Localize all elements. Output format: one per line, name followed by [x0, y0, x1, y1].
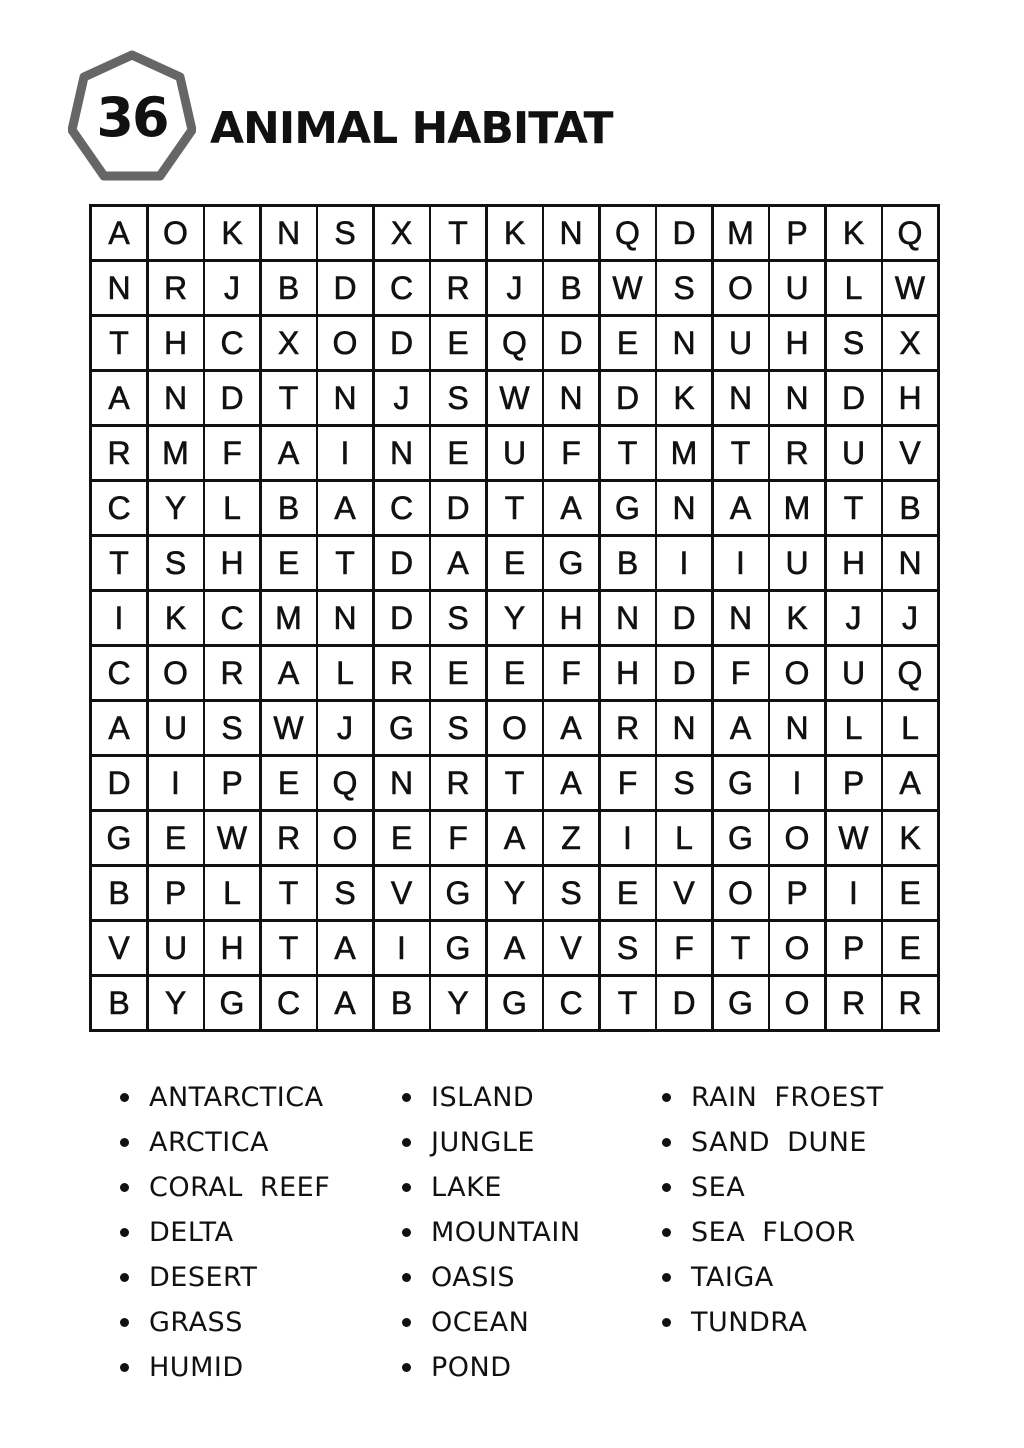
grid-cell[interactable]: F	[657, 922, 711, 974]
bullet-icon	[120, 1228, 129, 1237]
word-column	[116, 1075, 330, 1390]
word-list-item	[658, 1210, 884, 1255]
grid-cell[interactable]: I	[827, 867, 881, 919]
word-list-item	[398, 1210, 581, 1255]
grid-cell[interactable]: C	[92, 482, 146, 534]
word-list-item	[398, 1345, 581, 1390]
bullet-icon	[120, 1138, 129, 1147]
grid-cell[interactable]: A	[488, 922, 542, 974]
bullet-icon	[402, 1273, 411, 1282]
grid-cell[interactable]: N	[375, 757, 429, 809]
grid-cell[interactable]: N	[883, 537, 937, 589]
puzzle-number: 36	[96, 86, 168, 149]
grid-cell[interactable]: C	[375, 482, 429, 534]
grid-cell[interactable]: A	[92, 702, 146, 754]
bullet-icon	[120, 1093, 129, 1102]
grid-cell[interactable]: L	[205, 867, 259, 919]
grid-cell[interactable]: N	[318, 592, 372, 644]
grid-cell[interactable]: W	[205, 812, 259, 864]
grid-cell[interactable]: D	[375, 592, 429, 644]
grid-cell[interactable]: K	[827, 207, 881, 259]
grid-cell[interactable]: S	[431, 592, 485, 644]
bullet-icon	[662, 1138, 671, 1147]
grid-cell[interactable]: B	[375, 977, 429, 1029]
grid-cell[interactable]: V	[375, 867, 429, 919]
grid-cell[interactable]: E	[262, 757, 316, 809]
grid-cell[interactable]: A	[431, 537, 485, 589]
bullet-icon	[120, 1363, 129, 1372]
grid-cell[interactable]: V	[883, 427, 937, 479]
grid-cell[interactable]: R	[431, 262, 485, 314]
grid-cell[interactable]: H	[205, 537, 259, 589]
grid-cell[interactable]: E	[262, 537, 316, 589]
grid-cell[interactable]: N	[544, 207, 598, 259]
grid-cell[interactable]: H	[544, 592, 598, 644]
word-label: MOUNTAIN	[431, 1217, 581, 1248]
grid-cell[interactable]: D	[205, 372, 259, 424]
word-label: ISLAND	[431, 1082, 535, 1113]
grid-cell[interactable]: N	[149, 372, 203, 424]
word-label: GRASS	[149, 1307, 243, 1338]
grid-cell[interactable]: H	[205, 922, 259, 974]
grid-cell[interactable]: F	[544, 647, 598, 699]
grid-cell[interactable]: P	[149, 867, 203, 919]
grid-cell[interactable]: T	[714, 922, 768, 974]
grid-cell[interactable]: G	[431, 867, 485, 919]
bullet-icon	[402, 1318, 411, 1327]
grid-cell[interactable]: U	[149, 922, 203, 974]
grid-cell[interactable]: J	[883, 592, 937, 644]
word-label: TUNDRA	[691, 1307, 808, 1338]
grid-cell[interactable]: D	[657, 977, 711, 1029]
grid-cell[interactable]: R	[770, 427, 824, 479]
grid-cell[interactable]: C	[375, 262, 429, 314]
grid-cell[interactable]: P	[770, 867, 824, 919]
grid-cell[interactable]: R	[149, 262, 203, 314]
grid-cell[interactable]: D	[375, 317, 429, 369]
grid-cell[interactable]: R	[205, 647, 259, 699]
grid-cell[interactable]: K	[770, 592, 824, 644]
grid-cell[interactable]: K	[149, 592, 203, 644]
grid-cell[interactable]: A	[544, 702, 598, 754]
bullet-icon	[120, 1273, 129, 1282]
grid-cell[interactable]: I	[657, 537, 711, 589]
grid-cell[interactable]: A	[544, 482, 598, 534]
grid-cell[interactable]: B	[601, 537, 655, 589]
word-list-item	[658, 1255, 884, 1300]
grid-cell[interactable]: D	[657, 592, 711, 644]
grid-cell[interactable]: A	[488, 812, 542, 864]
grid-cell[interactable]: B	[262, 262, 316, 314]
grid-cell[interactable]: G	[431, 922, 485, 974]
grid-cell[interactable]: F	[431, 812, 485, 864]
grid-cell[interactable]: C	[205, 592, 259, 644]
grid-cell[interactable]: S	[657, 757, 711, 809]
grid-cell[interactable]: E	[375, 812, 429, 864]
grid-cell[interactable]: G	[375, 702, 429, 754]
grid-cell[interactable]: I	[149, 757, 203, 809]
grid-cell[interactable]: Y	[149, 482, 203, 534]
grid-cell[interactable]: O	[770, 922, 824, 974]
grid-cell[interactable]: B	[92, 977, 146, 1029]
grid-cell[interactable]: E	[488, 647, 542, 699]
grid-cell[interactable]: Q	[488, 317, 542, 369]
grid-cell[interactable]: S	[431, 372, 485, 424]
grid-cell[interactable]: Y	[149, 977, 203, 1029]
grid-cell[interactable]: N	[657, 702, 711, 754]
grid-cell[interactable]: B	[544, 262, 598, 314]
grid-cell[interactable]: N	[318, 372, 372, 424]
page-title: ANIMAL HABITAT	[210, 103, 613, 154]
bullet-icon	[402, 1363, 411, 1372]
grid-cell[interactable]: S	[318, 207, 372, 259]
grid-cell[interactable]: M	[657, 427, 711, 479]
grid-cell[interactable]: D	[657, 207, 711, 259]
grid-cell[interactable]: C	[205, 317, 259, 369]
grid-cell[interactable]: E	[431, 427, 485, 479]
grid-cell[interactable]: Q	[601, 207, 655, 259]
grid-cell[interactable]: G	[714, 812, 768, 864]
grid-cell[interactable]: T	[431, 207, 485, 259]
grid-cell[interactable]: A	[318, 977, 372, 1029]
grid-cell[interactable]: O	[770, 812, 824, 864]
grid-cell[interactable]: A	[318, 482, 372, 534]
grid-cell[interactable]: E	[601, 317, 655, 369]
grid-cell[interactable]: E	[488, 537, 542, 589]
grid-cell[interactable]: L	[883, 702, 937, 754]
grid-cell[interactable]: F	[205, 427, 259, 479]
grid-cell[interactable]: A	[544, 757, 598, 809]
grid-cell[interactable]: O	[318, 317, 372, 369]
grid-cell[interactable]: N	[770, 372, 824, 424]
word-label: OCEAN	[431, 1307, 530, 1338]
grid-cell[interactable]: I	[375, 922, 429, 974]
grid-cell[interactable]: Q	[883, 207, 937, 259]
word-column	[658, 1075, 884, 1345]
grid-cell[interactable]: R	[92, 427, 146, 479]
grid-cell[interactable]: E	[883, 922, 937, 974]
grid-cell[interactable]: A	[92, 372, 146, 424]
word-label: SEA	[691, 1172, 746, 1203]
grid-cell[interactable]: T	[92, 537, 146, 589]
word-list-item	[116, 1075, 330, 1120]
bullet-icon	[402, 1183, 411, 1192]
grid-cell[interactable]: R	[827, 977, 881, 1029]
grid-cell[interactable]: T	[262, 372, 316, 424]
word-label: CORAL REEF	[149, 1172, 331, 1203]
grid-cell[interactable]: C	[262, 977, 316, 1029]
grid-cell[interactable]: S	[431, 702, 485, 754]
grid-cell[interactable]: N	[714, 592, 768, 644]
grid-cell[interactable]: U	[827, 647, 881, 699]
word-label: SAND DUNE	[691, 1127, 867, 1158]
grid-cell[interactable]: K	[883, 812, 937, 864]
word-label: ARCTICA	[149, 1127, 270, 1158]
grid-cell[interactable]: M	[262, 592, 316, 644]
grid-cell[interactable]: G	[714, 977, 768, 1029]
bullet-icon	[120, 1183, 129, 1192]
word-list-item	[658, 1165, 884, 1210]
grid-cell[interactable]: N	[714, 372, 768, 424]
grid-cell[interactable]: L	[827, 702, 881, 754]
grid-cell[interactable]: E	[431, 317, 485, 369]
grid-cell[interactable]: P	[205, 757, 259, 809]
word-list-item	[398, 1165, 581, 1210]
grid-cell[interactable]: H	[149, 317, 203, 369]
grid-cell[interactable]: X	[262, 317, 316, 369]
grid-cell[interactable]: E	[883, 867, 937, 919]
grid-cell[interactable]: O	[770, 647, 824, 699]
grid-cell[interactable]: H	[601, 647, 655, 699]
grid-cell[interactable]: F	[714, 647, 768, 699]
grid-cell[interactable]: R	[431, 757, 485, 809]
grid-cell[interactable]: A	[714, 482, 768, 534]
grid-cell[interactable]: U	[770, 537, 824, 589]
bullet-icon	[662, 1183, 671, 1192]
grid-cell[interactable]: Q	[883, 647, 937, 699]
grid-cell[interactable]: I	[318, 427, 372, 479]
grid-cell[interactable]: D	[375, 537, 429, 589]
grid-cell[interactable]: S	[149, 537, 203, 589]
word-list-item	[398, 1120, 581, 1165]
grid-cell[interactable]: D	[431, 482, 485, 534]
grid-cell[interactable]: N	[770, 702, 824, 754]
grid-cell[interactable]: Z	[544, 812, 598, 864]
grid-cell[interactable]: P	[827, 922, 881, 974]
grid-cell[interactable]: W	[601, 262, 655, 314]
grid-cell[interactable]: U	[714, 317, 768, 369]
bullet-icon	[662, 1318, 671, 1327]
word-list-item	[658, 1075, 884, 1120]
grid-cell[interactable]: T	[827, 482, 881, 534]
grid-cell[interactable]: A	[92, 207, 146, 259]
grid-cell[interactable]: D	[318, 262, 372, 314]
grid-cell[interactable]: L	[827, 262, 881, 314]
grid-cell[interactable]: J	[488, 262, 542, 314]
grid-cell[interactable]: D	[601, 372, 655, 424]
grid-cell[interactable]: W	[883, 262, 937, 314]
grid-cell[interactable]: T	[488, 757, 542, 809]
grid-cell[interactable]: R	[601, 702, 655, 754]
grid-cell[interactable]: Y	[488, 592, 542, 644]
grid-cell[interactable]: Y	[488, 867, 542, 919]
word-list-item	[116, 1165, 330, 1210]
word-list-item	[116, 1300, 330, 1345]
word-label: TAIGA	[691, 1262, 774, 1293]
grid-cell[interactable]: H	[770, 317, 824, 369]
word-label: HUMID	[149, 1352, 244, 1383]
grid-cell[interactable]: X	[883, 317, 937, 369]
grid-cell[interactable]: T	[318, 537, 372, 589]
grid-cell[interactable]: T	[601, 427, 655, 479]
grid-cell[interactable]: G	[205, 977, 259, 1029]
word-list-item	[116, 1255, 330, 1300]
word-label: LAKE	[431, 1172, 502, 1203]
bullet-icon	[662, 1273, 671, 1282]
grid-cell[interactable]: L	[657, 812, 711, 864]
bullet-icon	[662, 1228, 671, 1237]
grid-cell[interactable]: D	[827, 372, 881, 424]
grid-cell[interactable]: C	[92, 647, 146, 699]
grid-cell[interactable]: L	[318, 647, 372, 699]
grid-cell[interactable]: U	[488, 427, 542, 479]
word-label: DESERT	[149, 1262, 258, 1293]
grid-cell[interactable]: E	[149, 812, 203, 864]
grid-cell[interactable]: G	[601, 482, 655, 534]
word-label: DELTA	[149, 1217, 234, 1248]
grid-cell[interactable]: A	[262, 647, 316, 699]
grid-cell[interactable]: K	[488, 207, 542, 259]
word-list-item	[398, 1300, 581, 1345]
grid-cell[interactable]: J	[827, 592, 881, 644]
word-list	[116, 1075, 956, 1405]
grid-cell[interactable]: O	[770, 977, 824, 1029]
word-label: JUNGLE	[431, 1127, 535, 1158]
grid-cell[interactable]: M	[714, 207, 768, 259]
grid-cell[interactable]: E	[431, 647, 485, 699]
grid-cell[interactable]: S	[318, 867, 372, 919]
grid-cell[interactable]: P	[827, 757, 881, 809]
grid-cell[interactable]: B	[883, 482, 937, 534]
grid-cell[interactable]: I	[770, 757, 824, 809]
grid-cell[interactable]: W	[262, 702, 316, 754]
grid-cell[interactable]: D	[544, 317, 598, 369]
grid-cell[interactable]: F	[544, 427, 598, 479]
grid-cell[interactable]: P	[770, 207, 824, 259]
grid-cell[interactable]: N	[544, 372, 598, 424]
bullet-icon	[402, 1228, 411, 1237]
word-label: POND	[431, 1352, 512, 1383]
grid-cell[interactable]: H	[883, 372, 937, 424]
bullet-icon	[402, 1093, 411, 1102]
word-list-item	[398, 1075, 581, 1120]
grid-cell[interactable]: A	[262, 427, 316, 479]
grid-cell[interactable]: D	[92, 757, 146, 809]
grid-cell[interactable]: J	[318, 702, 372, 754]
word-list-item	[116, 1120, 330, 1165]
grid-cell[interactable]: N	[657, 482, 711, 534]
grid-cell[interactable]: Q	[318, 757, 372, 809]
grid-cell[interactable]: N	[657, 317, 711, 369]
grid-cell[interactable]: T	[488, 482, 542, 534]
grid-cell[interactable]: O	[488, 702, 542, 754]
grid-cell[interactable]: Y	[431, 977, 485, 1029]
grid-cell[interactable]: S	[827, 317, 881, 369]
grid-cell[interactable]: O	[149, 647, 203, 699]
grid-cell[interactable]: S	[601, 922, 655, 974]
grid-cell[interactable]: T	[92, 317, 146, 369]
grid-cell[interactable]: B	[262, 482, 316, 534]
grid-cell[interactable]: V	[544, 922, 598, 974]
bullet-icon	[662, 1093, 671, 1102]
grid-cell[interactable]: S	[544, 867, 598, 919]
grid-cell[interactable]: R	[883, 977, 937, 1029]
grid-cell[interactable]: K	[657, 372, 711, 424]
word-list-item	[116, 1210, 330, 1255]
grid-cell[interactable]: T	[262, 867, 316, 919]
grid-cell[interactable]: W	[488, 372, 542, 424]
grid-cell[interactable]: U	[770, 262, 824, 314]
word-label: ANTARCTICA	[149, 1082, 324, 1113]
grid-cell[interactable]: J	[205, 262, 259, 314]
bullet-icon	[402, 1138, 411, 1147]
word-column	[398, 1075, 581, 1390]
grid-cell[interactable]: U	[827, 427, 881, 479]
grid-cell[interactable]: B	[92, 867, 146, 919]
grid-cell[interactable]: O	[149, 207, 203, 259]
grid-cell[interactable]: O	[318, 812, 372, 864]
grid-cell[interactable]: H	[827, 537, 881, 589]
grid-cell[interactable]: S	[657, 262, 711, 314]
grid-cell[interactable]: F	[601, 757, 655, 809]
grid-cell[interactable]: R	[375, 647, 429, 699]
word-label: OASIS	[431, 1262, 515, 1293]
grid-cell[interactable]: O	[714, 867, 768, 919]
puzzle-number-badge	[68, 50, 196, 186]
grid-cell[interactable]: C	[544, 977, 598, 1029]
grid-cell[interactable]: M	[149, 427, 203, 479]
grid-cell[interactable]: N	[92, 262, 146, 314]
grid-cell[interactable]: G	[488, 977, 542, 1029]
grid-cell[interactable]: U	[149, 702, 203, 754]
word-label: SEA FLOOR	[691, 1217, 856, 1248]
grid-cell[interactable]: I	[714, 537, 768, 589]
grid-cell[interactable]: T	[601, 977, 655, 1029]
grid-cell[interactable]: V	[92, 922, 146, 974]
grid-cell[interactable]: A	[883, 757, 937, 809]
word-list-item	[658, 1300, 884, 1345]
grid-cell[interactable]: S	[205, 702, 259, 754]
grid-cell[interactable]: N	[262, 207, 316, 259]
grid-cell[interactable]: E	[601, 867, 655, 919]
grid-cell[interactable]: O	[714, 262, 768, 314]
grid-cell[interactable]: M	[770, 482, 824, 534]
grid-cell[interactable]: T	[262, 922, 316, 974]
word-label: RAIN FROEST	[691, 1082, 884, 1113]
grid-cell[interactable]: N	[375, 427, 429, 479]
grid-cell[interactable]: I	[601, 812, 655, 864]
grid-cell[interactable]: A	[318, 922, 372, 974]
grid-cell[interactable]: D	[657, 647, 711, 699]
grid-cell[interactable]: R	[262, 812, 316, 864]
grid-cell[interactable]: G	[714, 757, 768, 809]
grid-cell[interactable]: W	[827, 812, 881, 864]
grid-cell[interactable]: V	[657, 867, 711, 919]
grid-cell[interactable]: T	[714, 427, 768, 479]
word-list-item	[116, 1345, 330, 1390]
grid-cell[interactable]: N	[601, 592, 655, 644]
grid-cell[interactable]: G	[92, 812, 146, 864]
grid-cell[interactable]: X	[375, 207, 429, 259]
word-search-grid	[89, 204, 940, 1032]
grid-cell[interactable]: J	[375, 372, 429, 424]
word-list-item	[658, 1120, 884, 1165]
bullet-icon	[120, 1318, 129, 1327]
grid-cell[interactable]: I	[92, 592, 146, 644]
grid-cell[interactable]: G	[544, 537, 598, 589]
word-list-item	[398, 1255, 581, 1300]
grid-cell[interactable]: K	[205, 207, 259, 259]
grid-cell[interactable]: A	[714, 702, 768, 754]
grid-cell[interactable]: L	[205, 482, 259, 534]
